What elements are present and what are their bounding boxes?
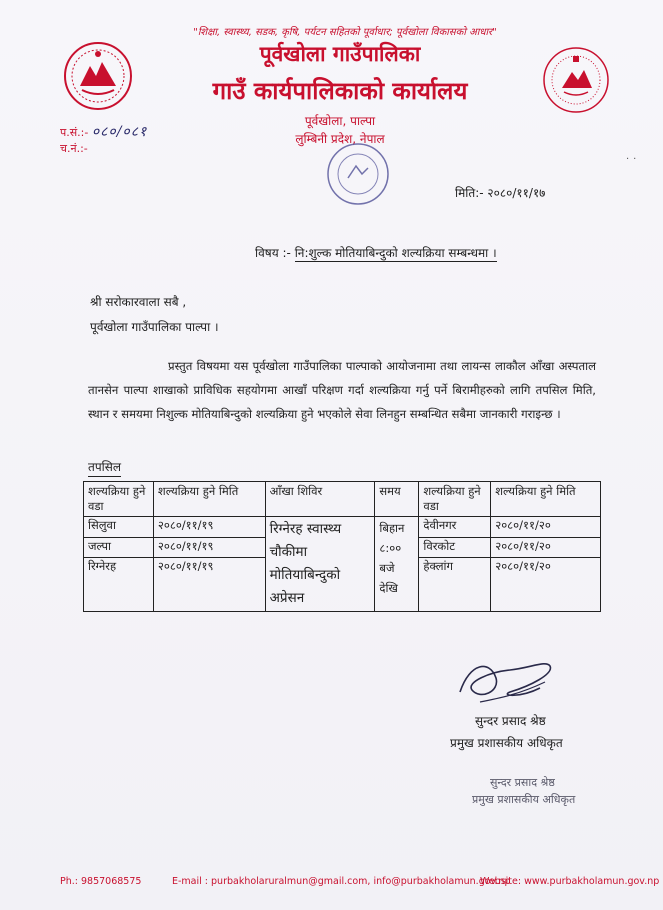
body-text: प्रस्तुत विषयमा यस पूर्वखोला गाउँपालिका पाल्पाको आयोजनामा तथा लायन्स लाकौल आँखा अस्पताल तानसेन पाल्पा शाखाको प्राविधिक सहयोगमा आखाँ परिक्षण गर्दा शल्यक्रिया गर्नु पर्ने बिरामीहरुको लागि तपसिल मिति, स्थान र समयमा निशुल्क मोतियाबिन्दुको शल्यक्रिया हुने भएकोले सेवा लिनहुन सम्बन्धित सबैमा जानकारी गराइन्छ । <box>88 359 596 421</box>
date-1-cell: २०८०/११/१९ <box>153 517 265 538</box>
ward-2-cell: देवीनगर <box>419 517 491 538</box>
salutation-line-1: श्री सरोकारवाला सबै , <box>90 295 187 309</box>
tapsil-heading: तपसिल <box>88 458 121 477</box>
schedule-table <box>83 481 601 612</box>
header-ward-1: शल्यक्रिया हुने वडा <box>84 482 154 517</box>
subject-line <box>255 244 497 261</box>
footer-website: Website: www.purbakholamun.gov.np <box>480 876 660 887</box>
date-1-cell: २०८०/११/१९ <box>153 558 265 612</box>
footer-phone: Ph.: 9857068575 <box>60 876 142 887</box>
header-time: समय <box>375 482 419 517</box>
subject-label: विषय :- <box>255 246 291 260</box>
ps-label: प.सं.:- <box>60 126 89 139</box>
signatory-name: सुन्दर प्रसाद श्रेष्ठ <box>475 714 546 728</box>
date-2-cell: २०८०/११/२० <box>491 558 601 612</box>
ward-1-cell: रिग्नेरह <box>84 558 154 612</box>
municipality-emblem-icon <box>540 44 612 116</box>
letter-date: मिति:- २०८०/११/१७ <box>455 186 546 200</box>
reference-cn <box>60 141 88 156</box>
date-2-cell: २०८०/११/२० <box>491 517 601 538</box>
address-line-1: पूर्वखोला, पाल्पा <box>304 114 376 128</box>
camp-cell: रिग्नेरह स्वास्थ्य चौकीमा मोतियाबिन्दुको अप्रेसन <box>265 517 375 612</box>
table-header-row <box>84 482 601 517</box>
stamp-name: सुन्दर प्रसाद श्रेष्ठ <box>490 776 555 789</box>
nepal-emblem-icon <box>62 40 134 112</box>
body-paragraph <box>88 354 596 426</box>
table-row <box>84 517 601 538</box>
date-2-cell: २०८०/११/२० <box>491 537 601 558</box>
salutation-line-2: पूर्वखोला गाउँपालिका पाल्पा । <box>90 320 219 334</box>
office-name: गाउँ कार्यपालिकाको कार्यालय <box>212 77 468 105</box>
signatory-title: प्रमुख प्रशासकीय अधिकृत <box>450 736 563 750</box>
municipality-name: पूर्वखोला गाउँपालिका <box>259 42 421 66</box>
time-cell: बिहान ८:०० बजे देखि <box>375 517 419 612</box>
footer-email: E-mail : purbakholaruralmun@gmail.com, info@purbakholamun.gov.np <box>172 876 511 887</box>
subject-text: नि:शुल्क मोतियाबिन्दुको शल्यक्रिया सम्बन्धमा । <box>294 246 497 260</box>
header-date-2: शल्यक्रिया हुने मिति <box>491 482 601 517</box>
letterhead-motto: "शिक्षा, स्वास्थ्य, सडक, कृषि, पर्यटन सहितको पूर्वाधार; पूर्वखोला विकासको आधार" <box>193 27 497 38</box>
ward-2-cell: विरकोट <box>419 537 491 558</box>
header-camp: आँखा शिविर <box>265 482 375 517</box>
reference-ps <box>60 122 147 141</box>
ward-2-cell: हेक्लांग <box>419 558 491 612</box>
ward-1-cell: जल्पा <box>84 537 154 558</box>
office-stamp <box>322 138 394 210</box>
header-ward-2: शल्यक्रिया हुने वडा <box>419 482 491 517</box>
cn-label: च.नं.:- <box>60 142 88 155</box>
signature-mark <box>450 652 560 712</box>
ward-1-cell: सिलुवा <box>84 517 154 538</box>
ps-value: ०८०/०८१ <box>91 124 148 140</box>
date-1-cell: २०८०/११/१९ <box>153 537 265 558</box>
address-line-2: लुम्बिनी प्रदेश, नेपाल <box>295 132 385 146</box>
header-date-1: शल्यक्रिया हुने मिति <box>153 482 265 517</box>
margin-dots: ·· <box>626 154 641 165</box>
stamp-title: प्रमुख प्रशासकीय अधिकृत <box>472 793 576 806</box>
